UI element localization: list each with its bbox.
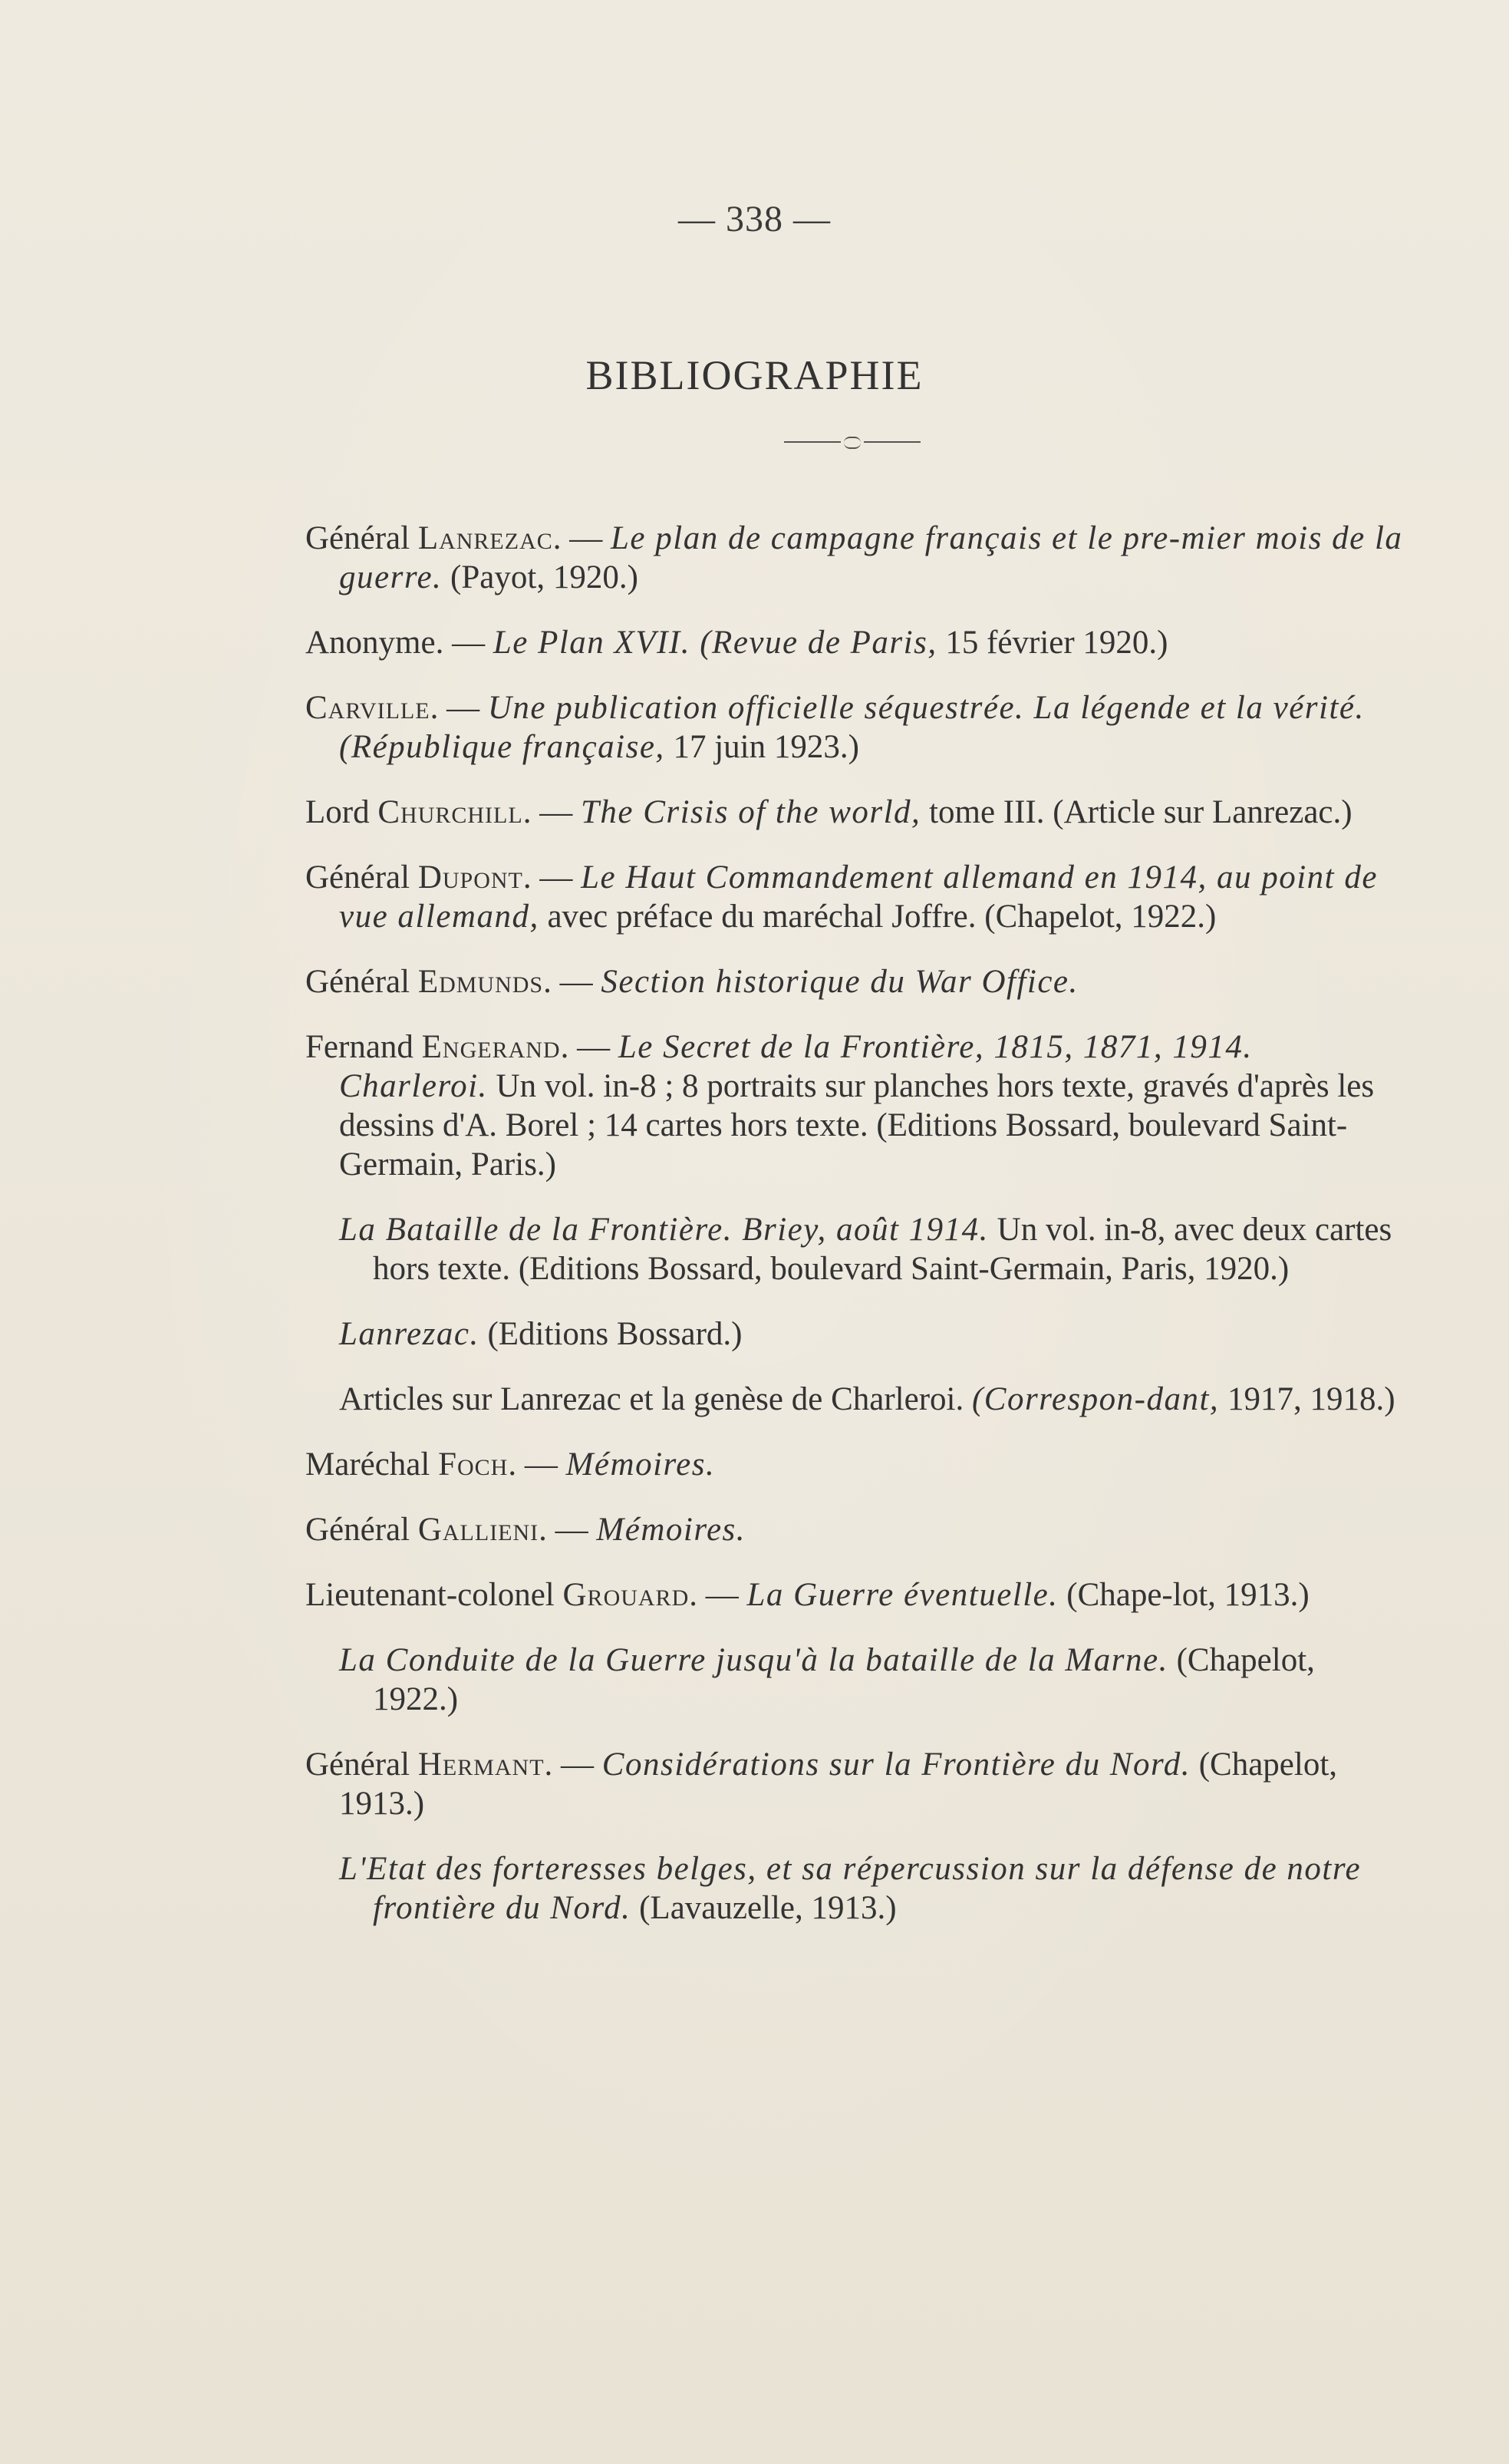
work-title: Section historique du War Office. <box>601 964 1079 1000</box>
work-title: La Conduite de la Guerre jusqu'à la bataille de la Marne. <box>339 1642 1168 1678</box>
work-title: Le Secret de la Frontière, 1815, 1871, 1914. Charleroi. <box>339 1029 1253 1104</box>
work-title: The Crisis of the world, <box>580 794 921 830</box>
work-title: Le Plan XVII. (Revue de Paris, <box>493 625 937 661</box>
bibliography-entry-gallieni: Général Gallieni. — Mémoires. <box>305 1512 746 1548</box>
work-title: Mémoires. <box>565 1446 716 1483</box>
bibliography-subentry-frontiere: La Bataille de la Frontière. Briey, août 1914. Un vol. in-8, avec deux cartes hors texte. (Editions Bossard, boulevard Saint-Germain, Paris, 1920.) <box>339 1212 1392 1287</box>
bibliography-subentry-conduite: La Conduite de la Guerre jusqu'à la bataille de la Marne. (Chapelot, 1922.) <box>339 1642 1315 1717</box>
work-title: (Correspon-dant, <box>971 1381 1220 1417</box>
bibliography-entry-churchill: Lord Churchill. — The Crisis of the world, tome III. (Article sur Lanrezac.) <box>305 794 1352 830</box>
bibliography-entry-dupont: Général Dupont. — Le Haut Commandement allemand en 1914, au point de vue allemand, avec préface du maréchal Joffre. (Chapelot, 1922.) <box>305 859 1378 935</box>
page-title: BIBLIOGRAPHIE <box>585 352 924 398</box>
work-title: La Guerre éventuelle. <box>746 1577 1059 1613</box>
work-title: L'Etat des forteresses belges, et sa répercussion sur la défense de notre frontière du Nord. <box>339 1851 1362 1926</box>
bibliography-entry-carville: Carville. — Une publication officielle séquestrée. La légende et la vérité. (République française, 17 juin 1923.) <box>305 690 1365 765</box>
bibliography-entry-grouard: Lieutenant-colonel Grouard. — La Guerre éventuelle. (Chape-lot, 1913.) <box>305 1577 1310 1613</box>
work-title: La Bataille de la Frontière. Briey, août 1914. <box>339 1212 989 1248</box>
author-name: Edmunds <box>417 964 544 1000</box>
work-title: Mémoires. <box>596 1512 746 1548</box>
work-title: Une publication officielle séquestrée. La légende et la vérité. (République française, <box>339 690 1365 765</box>
work-title: Le plan de campagne français et le pre-mier mois de la guerre. <box>339 520 1403 595</box>
bibliography-subentry-lanrezac: Lanrezac. (Editions Bossard.) <box>339 1316 743 1352</box>
page-number: — 338 — <box>678 199 831 239</box>
bibliography-entry-foch: Maréchal Foch. — Mémoires. <box>305 1446 716 1483</box>
author-name: Dupont <box>417 859 523 896</box>
ornament-left-line <box>784 441 841 443</box>
author-name: Churchill <box>377 794 523 830</box>
author-name: Carville <box>305 690 430 726</box>
bibliography-list <box>305 519 1404 1954</box>
author-name: Engerand <box>421 1029 561 1065</box>
bibliography-entry-anonyme: Anonyme. — Le Plan XVII. (Revue de Paris, 15 février 1920.) <box>305 625 1168 661</box>
bibliography-subentry-forteresses: L'Etat des forteresses belges, et sa répercussion sur la défense de notre frontière du Nord. (Lavauzelle, 1913.) <box>339 1851 1362 1926</box>
author-name: Lanrezac <box>417 520 553 556</box>
bibliography-subentry-articles: Articles sur Lanrezac et la genèse de Charleroi. (Correspon-dant, 1917, 1918.) <box>339 1381 1395 1417</box>
author-name: Grouard <box>562 1577 690 1613</box>
work-title: Considérations sur la Frontière du Nord. <box>601 1747 1191 1783</box>
bibliography-entry-lanrezac: Général Lanrezac. — Le plan de campagne français et le pre-mier mois de la guerre. (Payot, 1920.) <box>305 520 1403 595</box>
ornament-right-line <box>864 441 921 443</box>
author-name: Gallieni <box>417 1512 539 1548</box>
bibliography-entry-engerand: Fernand Engerand. — Le Secret de la Frontière, 1815, 1871, 1914. Charleroi. Un vol. in-8 ; 8 portraits sur planches hors texte, gravés d'après les dessins d'A. Borel ; 14 cartes hors texte. (Editions Bossard, boulevard Saint-Germain, Paris.) <box>305 1029 1375 1183</box>
title-ornament <box>784 435 921 449</box>
ornament-center <box>844 437 861 449</box>
bibliography-entry-edmunds: Général Edmunds. — Section historique du War Office. <box>305 964 1079 1000</box>
author-name: Foch <box>438 1446 509 1483</box>
work-title: Lanrezac. <box>339 1316 479 1352</box>
work-title: Le Haut Commandement allemand en 1914, au point de vue allemand, <box>339 859 1378 935</box>
author-name: Hermant <box>417 1747 545 1783</box>
bibliography-entry-hermant: Général Hermant. — Considérations sur la Frontière du Nord. (Chapelot, 1913.) <box>305 1747 1338 1822</box>
